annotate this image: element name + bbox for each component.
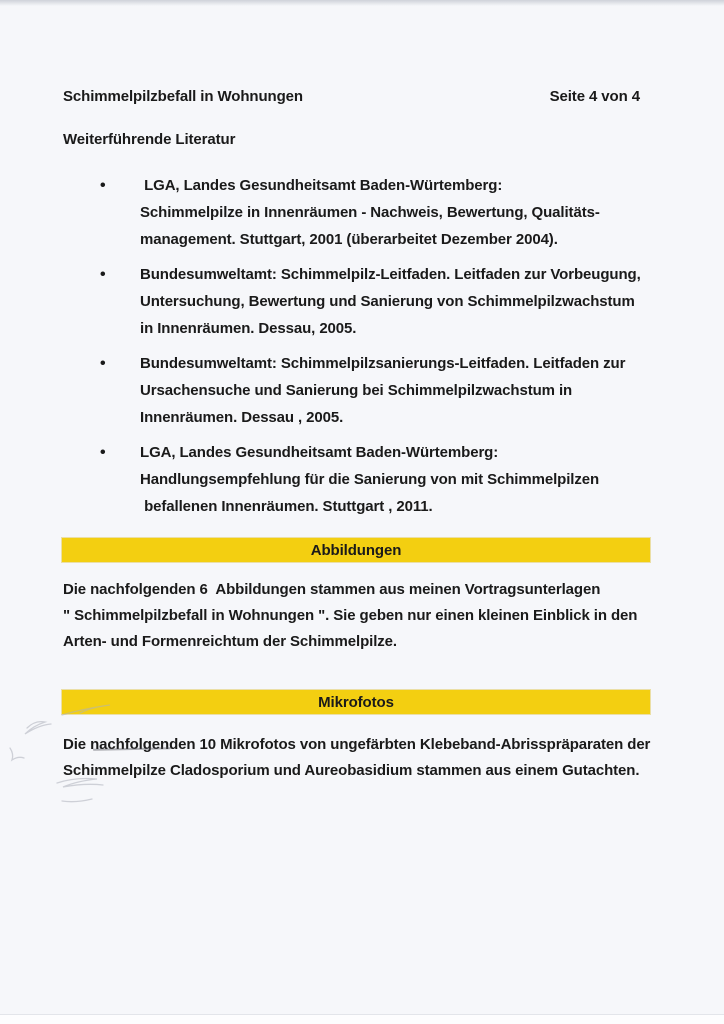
literature-entry	[140, 172, 653, 253]
literature-entry	[140, 350, 653, 431]
literature-entry	[140, 261, 653, 342]
literature-list	[63, 172, 653, 528]
paragraph-line: Die nachfolgenden 10 Mikrofotos von ungefärbten Klebeband-Abrisspräparaten der	[63, 736, 651, 753]
section-banner-abbildungen	[62, 538, 650, 562]
list-item	[63, 439, 653, 520]
scan-edge-top-shadow	[0, 0, 724, 6]
section-banner-mikrofotos	[62, 690, 650, 714]
literature-line: management. Stuttgart, 2001 (überarbeitet Dezember 2004).	[140, 231, 558, 248]
literature-line: Bundesumweltamt: Schimmelpilz-Leitfaden. Leitfaden zur Vorbeugung,	[140, 266, 641, 283]
document-title: Schimmelpilzbefall in Wohnungen	[63, 88, 303, 105]
banner-label: Mikrofotos	[318, 693, 394, 711]
paragraph-line: Arten- und Formenreichtum der Schimmelpilze.	[63, 633, 397, 650]
page-indicator: Seite 4 von 4	[549, 88, 640, 105]
literature-line: Bundesumweltamt: Schimmelpilzsanierungs-Leitfaden. Leitfaden zur	[140, 355, 626, 372]
literature-line: LGA, Landes Gesundheitsamt Baden-Würtemberg:	[140, 444, 499, 461]
literature-line: in Innenräumen. Dessau, 2005.	[140, 320, 357, 337]
paragraph-line: Die nachfolgenden 6 Abbildungen stammen aus meinen Vortragsunterlagen	[63, 581, 601, 598]
list-item	[63, 261, 653, 342]
paragraph-abbildungen	[63, 577, 663, 655]
literature-line: befallenen Innenräumen. Stuttgart , 2011.	[140, 498, 433, 515]
literature-line: Untersuchung, Bewertung und Sanierung von Schimmelpilzwachstum	[140, 293, 635, 310]
bullet-icon: •	[100, 444, 106, 461]
literature-line: Handlungsempfehlung für die Sanierung von mit Schimmelpilzen	[140, 471, 600, 488]
literature-line: Ursachensuche und Sanierung bei Schimmelpilzwachstum in	[140, 382, 573, 399]
scan-edge-bottom-strip	[0, 1014, 724, 1024]
bullet-icon: •	[100, 355, 106, 372]
list-item	[63, 172, 653, 253]
list-item	[63, 350, 653, 431]
bullet-icon: •	[100, 177, 106, 194]
literature-line: Innenräumen. Dessau , 2005.	[140, 409, 344, 426]
paragraph-line: " Schimmelpilzbefall in Wohnungen ". Sie geben nur einen kleinen Einblick in den	[63, 607, 638, 624]
literature-line: LGA, Landes Gesundheitsamt Baden-Würtemberg:	[140, 177, 503, 194]
section-heading-literature: Weiterführende Literatur	[63, 131, 236, 148]
paragraph-line: Schimmelpilze Cladosporium und Aureobasidium stammen aus einem Gutachten.	[63, 762, 640, 779]
banner-label: Abbildungen	[310, 541, 402, 559]
paragraph-mikrofotos	[63, 732, 663, 784]
document-header	[63, 88, 640, 105]
literature-line: Schimmelpilze in Innenräumen - Nachweis, Bewertung, Qualitäts-	[140, 204, 600, 221]
bullet-icon: •	[100, 266, 106, 283]
literature-entry	[140, 439, 653, 520]
